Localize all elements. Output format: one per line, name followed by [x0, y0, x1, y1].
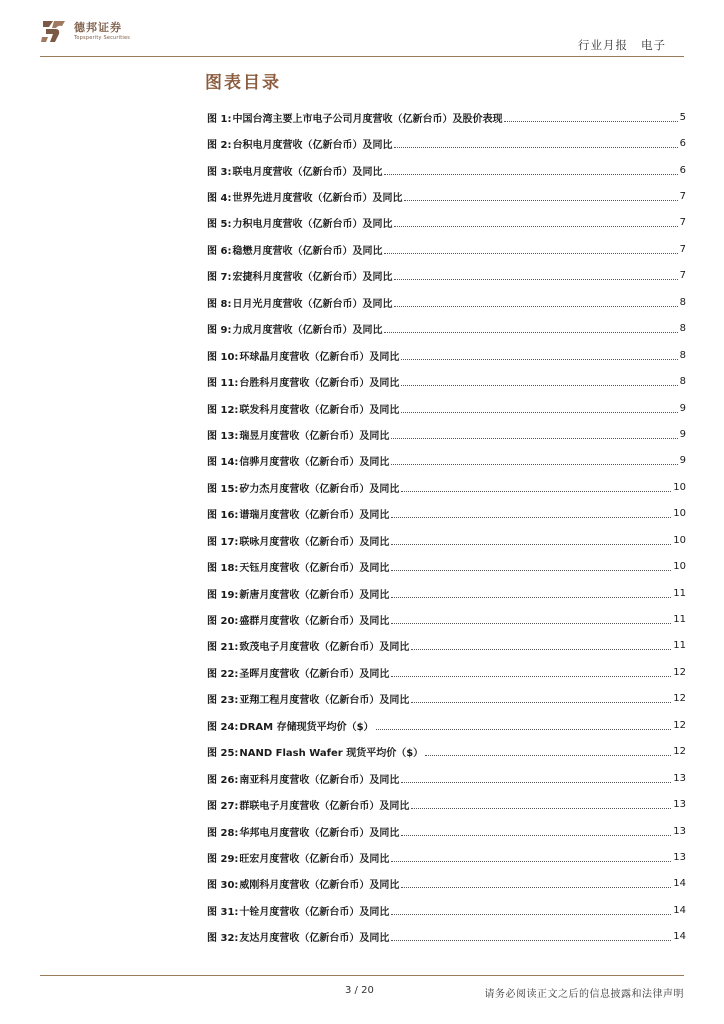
page-number: 14	[673, 931, 686, 943]
toc-entry[interactable]	[207, 606, 686, 632]
page-number: 7	[679, 270, 686, 282]
figure-number: 图 18:	[207, 563, 239, 575]
toc-entry[interactable]	[207, 791, 686, 817]
figure-number: 图 26:	[207, 774, 239, 786]
figure-title: 台胜科月度营收（亿新台币）及同比	[239, 378, 400, 390]
toc-entry[interactable]	[207, 130, 686, 156]
page-number: 10	[673, 534, 686, 546]
brand-logo	[40, 17, 130, 45]
dot-leader	[391, 428, 677, 439]
page-number: 10	[673, 481, 686, 493]
dot-leader	[391, 454, 677, 465]
dot-leader	[391, 560, 671, 571]
figure-title: 盛群月度营收（亿新台币）及同比	[239, 616, 390, 628]
brand-name-en: Topsperity Securities	[74, 34, 131, 41]
page-number: 10	[673, 561, 686, 573]
figure-number: 图 3:	[207, 166, 232, 178]
dot-leader	[504, 111, 677, 122]
figure-number: 图 27:	[207, 801, 239, 813]
figure-number: 图 4:	[207, 193, 232, 205]
figure-number: 图 24:	[207, 721, 239, 733]
page-number: 8	[679, 349, 686, 361]
toc-entry[interactable]	[207, 421, 686, 447]
brand-logo-icon	[40, 17, 68, 45]
page-number: 11	[673, 587, 686, 599]
dot-leader	[401, 772, 671, 783]
dot-leader	[425, 745, 671, 756]
toc-entry[interactable]	[207, 527, 686, 553]
page-number: 12	[673, 719, 686, 731]
page-header	[0, 0, 724, 60]
figure-title: 威刚科月度营收（亿新台币）及同比	[239, 880, 400, 892]
page-number: 11	[673, 614, 686, 626]
figure-number: 图 21:	[207, 642, 239, 654]
figure-title: 稳懋月度营收（亿新台币）及同比	[232, 245, 383, 257]
figure-number: 图 23:	[207, 695, 239, 707]
figure-title: 力积电月度营收（亿新台币）及同比	[232, 219, 393, 231]
dot-leader	[401, 402, 677, 413]
figure-number: 图 16:	[207, 510, 239, 522]
figure-number: 图 15:	[207, 483, 239, 495]
sector-label: 电子	[641, 38, 666, 52]
dot-leader	[401, 877, 671, 888]
dot-leader	[384, 164, 677, 175]
toc-entry[interactable]	[207, 659, 686, 685]
dot-leader	[394, 269, 677, 280]
dot-leader	[411, 692, 671, 703]
footer-divider	[40, 975, 684, 976]
figure-number: 图 13:	[207, 430, 239, 442]
figure-number: 图 5:	[207, 219, 232, 231]
toc-entry[interactable]	[207, 210, 686, 236]
figure-number: 图 32:	[207, 933, 239, 945]
figure-title: 华邦电月度营收（亿新台币）及同比	[239, 827, 400, 839]
figure-title: 十铨月度营收（亿新台币）及同比	[239, 906, 390, 918]
figure-number: 图 9:	[207, 325, 232, 337]
figure-title: 群联电子月度营收（亿新台币）及同比	[239, 801, 410, 813]
figure-number: 图 29:	[207, 853, 239, 865]
figure-title: 南亚科月度营收（亿新台币）及同比	[239, 774, 400, 786]
toc-entry[interactable]	[207, 580, 686, 606]
page-number: 7	[679, 243, 686, 255]
figure-title: 世界先进月度营收（亿新台币）及同比	[232, 193, 403, 205]
figure-number: 图 19:	[207, 589, 239, 601]
toc-entry[interactable]	[207, 342, 686, 368]
figure-number: 图 8:	[207, 298, 232, 310]
dot-leader	[394, 216, 677, 227]
toc-title: 图表目录	[205, 73, 281, 93]
page-number: 13	[673, 851, 686, 863]
page-number: 12	[673, 693, 686, 705]
toc-entry[interactable]	[207, 368, 686, 394]
toc-entry[interactable]	[207, 474, 686, 500]
toc-entry[interactable]	[207, 871, 686, 897]
dot-leader	[401, 349, 677, 360]
dot-leader	[391, 851, 671, 862]
figure-title: 环球晶月度营收（亿新台币）及同比	[239, 351, 400, 363]
figure-title: 中国台湾主要上市电子公司月度营收（亿新台币）及股价表现	[232, 113, 503, 125]
figure-title: DRAM 存储现货平均价（$）	[239, 721, 374, 733]
dot-leader	[391, 666, 671, 677]
dot-leader	[376, 719, 672, 730]
toc-entry[interactable]	[207, 157, 686, 183]
dot-leader	[401, 481, 671, 492]
figure-title: 亚翔工程月度营收（亿新台币）及同比	[239, 695, 410, 707]
page-number: 11	[673, 640, 686, 652]
dot-leader	[391, 587, 671, 598]
figure-title: 信骅月度营收（亿新台币）及同比	[239, 457, 390, 469]
page-number: 13	[673, 799, 686, 811]
figure-title: 新唐月度营收（亿新台币）及同比	[239, 589, 390, 601]
toc-entry[interactable]	[207, 818, 686, 844]
toc-entry[interactable]	[207, 448, 686, 474]
toc-entry[interactable]	[207, 765, 686, 791]
figure-title: 天钰月度营收（亿新台币）及同比	[239, 563, 390, 575]
page-number: 9	[679, 428, 686, 440]
figure-number: 图 31:	[207, 906, 239, 918]
figure-title: 日月光月度营收（亿新台币）及同比	[232, 298, 393, 310]
legal-disclaimer: 请务必阅读正文之后的信息披露和法律声明	[484, 989, 684, 1000]
figure-title: 旺宏月度营收（亿新台币）及同比	[239, 853, 390, 865]
figure-number: 图 22:	[207, 668, 239, 680]
dot-leader	[394, 137, 677, 148]
dot-leader	[384, 243, 677, 254]
dot-leader	[391, 534, 671, 545]
page-number: 7	[679, 217, 686, 229]
figure-title: NAND Flash Wafer 现货平均价（$）	[239, 748, 424, 760]
dot-leader	[391, 904, 671, 915]
figure-number: 图 11:	[207, 378, 239, 390]
figure-title: 联电月度营收（亿新台币）及同比	[232, 166, 383, 178]
toc-entry[interactable]	[207, 236, 686, 262]
figure-title: 联咏月度营收（亿新台币）及同比	[239, 536, 390, 548]
brand-name-cn: 德邦证券	[74, 20, 122, 34]
page-number: 6	[679, 138, 686, 150]
figure-number: 图 20:	[207, 616, 239, 628]
dot-leader	[401, 825, 671, 836]
page-number: 14	[673, 904, 686, 916]
toc-entry[interactable]	[207, 395, 686, 421]
page-number: 7	[679, 191, 686, 203]
page-number: 6	[679, 164, 686, 176]
figure-title: 力成月度营收（亿新台币）及同比	[232, 325, 383, 337]
page-number: 13	[673, 825, 686, 837]
dot-leader	[401, 375, 677, 386]
toc-entry[interactable]	[207, 712, 686, 738]
dot-leader	[404, 190, 677, 201]
figure-number: 图 14:	[207, 457, 239, 469]
figure-number: 图 1:	[207, 113, 232, 125]
toc-entry[interactable]	[207, 739, 686, 765]
figure-number: 图 2:	[207, 140, 232, 152]
page-number: 10	[673, 508, 686, 520]
dot-leader	[384, 322, 677, 333]
figure-title: 致茂电子月度营收（亿新台币）及同比	[239, 642, 410, 654]
figure-number: 图 30:	[207, 880, 239, 892]
page-indicator: 3 / 20	[345, 985, 374, 996]
dot-leader	[411, 639, 671, 650]
toc-entry[interactable]	[207, 897, 686, 923]
dot-leader	[411, 798, 671, 809]
toc-entry[interactable]	[207, 263, 686, 289]
page-number: 5	[679, 111, 686, 123]
figure-number: 图 25:	[207, 748, 239, 760]
page-number: 8	[679, 376, 686, 388]
toc-entry[interactable]	[207, 844, 686, 870]
figure-title: 联发科月度营收（亿新台币）及同比	[239, 404, 400, 416]
page-number: 12	[673, 666, 686, 678]
dot-leader	[391, 507, 671, 518]
figure-title: 宏捷科月度营收（亿新台币）及同比	[232, 272, 393, 284]
toc-entry[interactable]	[207, 183, 686, 209]
figure-title: 友达月度营收（亿新台币）及同比	[239, 933, 390, 945]
page-number: 8	[679, 296, 686, 308]
toc-entry[interactable]	[207, 553, 686, 579]
figure-number: 图 10:	[207, 351, 239, 363]
dot-leader	[394, 296, 677, 307]
page-number: 14	[673, 878, 686, 890]
figure-title: 矽力杰月度营收（亿新台币）及同比	[239, 483, 400, 495]
page-number: 13	[673, 772, 686, 784]
toc-entry[interactable]	[207, 501, 686, 527]
page-number: 9	[679, 455, 686, 467]
toc-entry[interactable]	[207, 924, 686, 950]
figure-number: 图 28:	[207, 827, 239, 839]
figure-number: 图 17:	[207, 536, 239, 548]
page-number: 8	[679, 323, 686, 335]
figure-title: 瑞昱月度营收（亿新台币）及同比	[239, 430, 390, 442]
toc-entry[interactable]	[207, 686, 686, 712]
toc-entry[interactable]	[207, 633, 686, 659]
header-divider	[40, 56, 684, 57]
figure-number: 图 12:	[207, 404, 239, 416]
toc-entry[interactable]	[207, 316, 686, 342]
figure-number: 图 6:	[207, 245, 232, 257]
figure-title: 谱瑞月度营收（亿新台币）及同比	[239, 510, 390, 522]
figure-table-of-contents	[207, 104, 686, 950]
page-number: 12	[673, 746, 686, 758]
figure-title: 台积电月度营收（亿新台币）及同比	[232, 140, 393, 152]
page-number: 9	[679, 402, 686, 414]
dot-leader	[391, 613, 671, 624]
figure-number: 图 7:	[207, 272, 232, 284]
dot-leader	[391, 930, 671, 941]
figure-title: 圣晖月度营收（亿新台币）及同比	[239, 668, 390, 680]
toc-entry[interactable]	[207, 289, 686, 315]
report-type: 行业月报	[578, 38, 628, 52]
toc-entry[interactable]	[207, 104, 686, 130]
